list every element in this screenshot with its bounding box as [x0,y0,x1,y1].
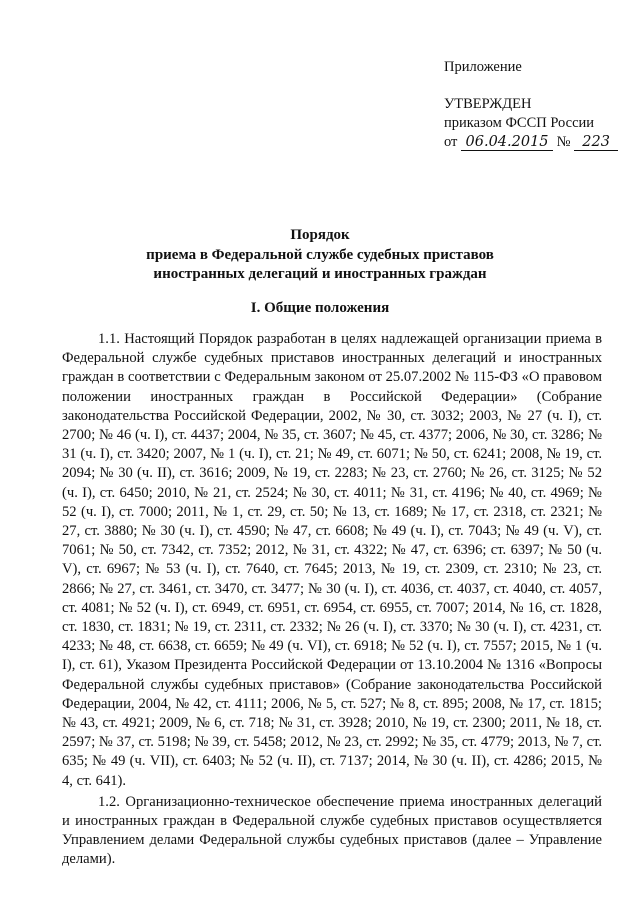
order-date-line [444,133,618,152]
handwritten-date: 06.04.2015 [461,134,553,151]
title-line-3: иностранных делегаций и иностранных граждан [153,266,487,282]
date-prefix: от [444,134,458,150]
approved-label: УТВЕРЖДЕН [444,96,532,112]
document-body [62,330,602,870]
paragraph-1-2: 1.2. Организационно-техническое обеспечение приема иностранных делегаций и иностранных граждан в Федеральной службе судебных приставов осуществляется Управлением делами Федеральной службы судебных приставов (далее – Управление делами). [62,793,602,868]
section-heading: I. Общие положения [250,300,390,316]
attachment-label: Приложение [444,59,522,75]
title-line-2: приема в Федеральной службе судебных приставов [146,246,494,263]
document-title [0,226,640,285]
approval-block [444,58,618,152]
order-reference: приказом ФССП России [444,115,595,131]
handwritten-number: 223 [574,134,618,151]
spacer [444,77,618,95]
paragraph-1-1: 1.1. Настоящий Порядок разработан в целях надлежащей организации приема в Федеральной службе судебных приставов иностранных делегаций и иностранных граждан в соответствии с Федеральным законом от 25.07.2002 № 115-ФЗ «О правовом положении иностранных граждан в Российской Федерации» (Собрание законодательства Российской Федерации, 2002, № 30, ст. 3032; 2003, № 27 (ч. I), ст. 2700; № 46 (ч. I), ст. 4437; 2004, № 35, ст. 3607; № 45, ст. 4377; 2006, № 30, ст. 3286; № 31 (ч. I), ст. 3420; 2007, № 1 (ч. I), ст. 21; № 49, ст. 6071; № 50, ст. 6241; 2008, № 19, ст. 2094; № 30 (ч. II), ст. 3616; 2009, № 19, ст. 2283; № 23, ст. 2760; № 26, ст. 3125; № 52 (ч. I), ст. 6450; 2010, № 21, ст. 2524; № 30, ст. 4011; № 31, ст. 4196; № 40, ст. 4969; № 52 (ч. I), ст. 7000; 2011, № 1, ст. 29, ст. 50; № 13, ст. 1689; № 17, ст. 2318, ст. 2321; № 27, ст. 3880; № 30 (ч. I), ст. 4590; № 47, ст. 6608; № 49 (ч. I), ст. 7043; № 49 (ч. V), ст. 7061; № 50, ст. 7342, ст. 7352; 2012, № 31, ст. 4322; № 47, ст. 6396; ст. 6397; № 50 (ч. V), ст. 6967; № 53 (ч. I), ст. 7640, ст. 7645; 2013, № 19, ст. 2309, ст. 2310; № 23, ст. 2866; № 27, ст. 3461, ст. 3470, ст. 3477; № 30 (ч. I), ст. 4036, ст. 4037, ст. 4040, ст. 4057, ст. 4081; № 52 (ч. I), ст. 6949, ст. 6951, ст. 6954, ст. 6955, ст. 7007; 2014, № 16, ст. 1828, ст. 1830, ст. 1831; № 19, ст. 2311, ст. 2332; № 26 (ч. I), ст. 3370; № 30 (ч. I), ст. 4231, ст. 4233; № 48, ст. 6638, ст. 6659; № 49 (ч. VI), ст. 6918; № 52 (ч. I), ст. 7557; 2015, № 1 (ч. I), ст. 61), Указом Президента Российской Федерации от 13.10.2004 № 1316 «Вопросы Федеральной службы судебных приставов» (Собрание законодательства Российской Федерации, 2004, № 42, ст. 4111; 2006, № 5, ст. 527; № 8, ст. 895; 2008, № 17, ст. 1815; № 43, ст. 4921; 2009, № 6, ст. 718; № 31, ст. 3928; 2010, № 19, ст. 2300; 2011, № 18, ст. 2597; № 37, ст. 5198; № 39, ст. 5458; 2012, № 23, ст. 2992; № 35, ст. 4779; 2013, № 7, ст. 635; № 49 (ч. VII), ст. 6403; № 52 (ч. II), ст. 7137; 2014, № 30 (ч. II), ст. 4286; 2015, № 4, ст. 641). [62,331,602,789]
number-prefix: № [556,134,571,150]
title-line-1: Порядок [290,227,350,243]
